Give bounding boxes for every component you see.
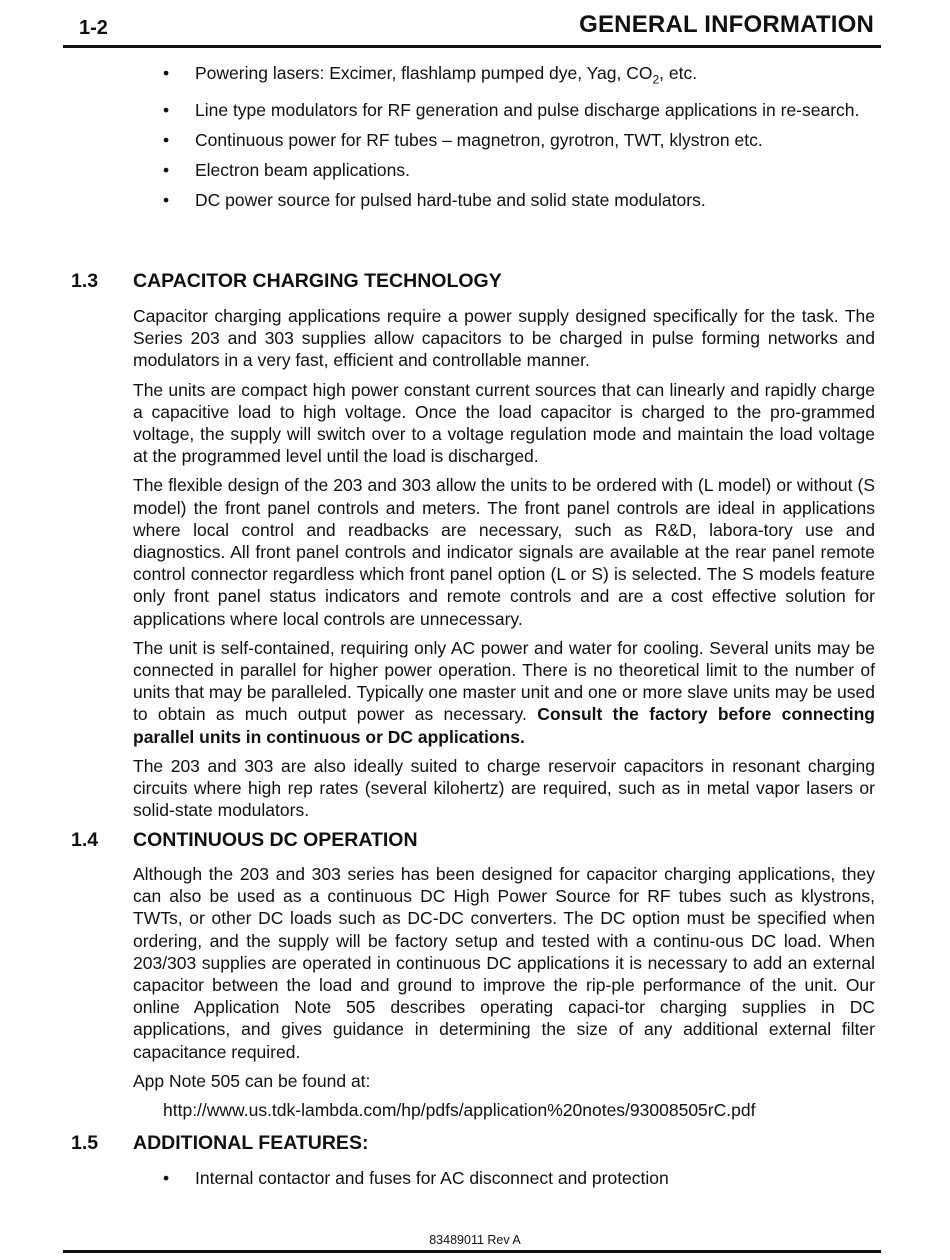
bullet-item [163,99,875,122]
paragraph: Capacitor charging applications require a power supply designed specifically for the task. The Series 203 and 303 supplies allow capacitors to be charged in pulse forming networks and modulators in a very fast, efficient and controllable manner. [133,306,875,371]
paragraph [133,637,875,748]
section-title: ADDITIONAL FEATURES: [133,1132,369,1154]
paragraph-text: The unit is self-contained, requiring only AC power and water for cooling. Several units may be connected in parallel for higher power operation. There is no theoretical limit to the number of units that may be paralleled. Typically one master unit and one or more slave units may be used to obtain as much output power as necessary. [133,637,875,725]
bullet-glyph: • [163,63,170,83]
bullet-text: Electron beam applications. [195,159,410,180]
bullet-text-lasers-part2: , etc. [659,63,698,83]
bullet-glyph: • [163,99,170,120]
paragraph: App Note 505 can be found at: [133,1070,371,1091]
bullet-text-lasers-part1: Powering lasers: Excimer, flashlamp pumped dye, Yag, CO [195,63,653,83]
section-number: 1.5 [71,1132,99,1154]
section-body-1-3 [133,305,875,828]
bullet-text: Continuous power for RF tubes – magnetron, gyrotron, TWT, klystron etc. [195,129,763,150]
header-title: GENERAL INFORMATION [579,11,874,38]
bullet-text-lasers-subscript: 2 [652,72,660,87]
paragraph: The 203 and 303 are also ideally suited to charge reservoir capacitors in resonant charging circuits where high rep rates (several kilohertz) are required, such as in metal vapor lasers or solid-state modulators. [133,755,875,821]
section-title: CAPACITOR CHARGING TECHNOLOGY [133,270,502,292]
paragraph-bold-note: Consult the factory before connecting parallel units in continuous or DC applications. [133,704,875,747]
header-page-number: 1-2 [79,17,108,39]
bullet-glyph: • [163,1168,170,1188]
bullet-item [163,62,875,91]
section-title: CONTINUOUS DC OPERATION [133,829,418,851]
features-bullet-list [163,1167,875,1197]
bullet-item [163,1167,875,1190]
section-number: 1.4 [71,829,99,851]
bullet-glyph: • [163,159,170,180]
paragraph: The units are compact high power constant current sources that can linearly and rapidly charge a capacitive load to high voltage. Once the load capacitor is charged to the pro-grammed voltage, the supply will switch over to a voltage regulation mode and maintain the load voltage at the programmed level until the load is discharged. [133,379,875,467]
footer-doc-number: 83489011 Rev A [429,1233,521,1247]
bullet-text: Internal contactor and fuses for AC disconnect and protection [195,1168,669,1188]
bullet-glyph: • [163,129,170,150]
section-number: 1.3 [71,270,99,292]
paragraph: Although the 203 and 303 series has been designed for capacitor charging applications, they can also be used as a continuous DC High Power Source for RF tubes such as klystrons, TWTs, or other DC loads such as DC-DC converters. The DC option must be specified when ordering, and the supply will be factory setup and tested with a continu-ous DC load. When 203/303 supplies are operated in continuous DC applications it is necessary to add an external capacitor between the load and ground to improve the rip-ple performance of the unit. Our online Application Note 505 describes operating capaci-tor charging supplies in DC applications, and gives guidance in determining the size of any additional external filter capacitance required. [133,864,875,1062]
footer-rule [63,1250,881,1253]
paragraph: The flexible design of the 203 and 303 allow the units to be ordered with (L model) or without (S model) the front panel controls and meters. The front panel controls are ideal in applications where local control and readbacks are necessary, such as R&D, labora-tory use and diagnostics. All front panel controls and indicator signals are available at the rear panel remote control connector regardless which front panel option (L or S) is selected. The S models feature only front panel status indicators and remote controls and are a cost effective solution for applications where local controls are unnecessary. [133,475,875,629]
intro-bullet-list [163,62,875,219]
bullet-glyph: • [163,189,170,210]
bullet-item [163,129,875,152]
section-body-1-4 [133,863,875,1121]
bullet-item [163,159,875,182]
bullet-text: Line type modulators for RF generation and pulse discharge applications in re-search. [195,99,860,120]
bullet-item [163,189,875,212]
bullet-text: DC power source for pulsed hard-tube and solid state modulators. [195,189,706,210]
app-note-url[interactable]: http://www.us.tdk-lambda.com/hp/pdfs/application%20notes/93008505rC.pdf [163,1100,756,1121]
header-rule [63,45,881,48]
